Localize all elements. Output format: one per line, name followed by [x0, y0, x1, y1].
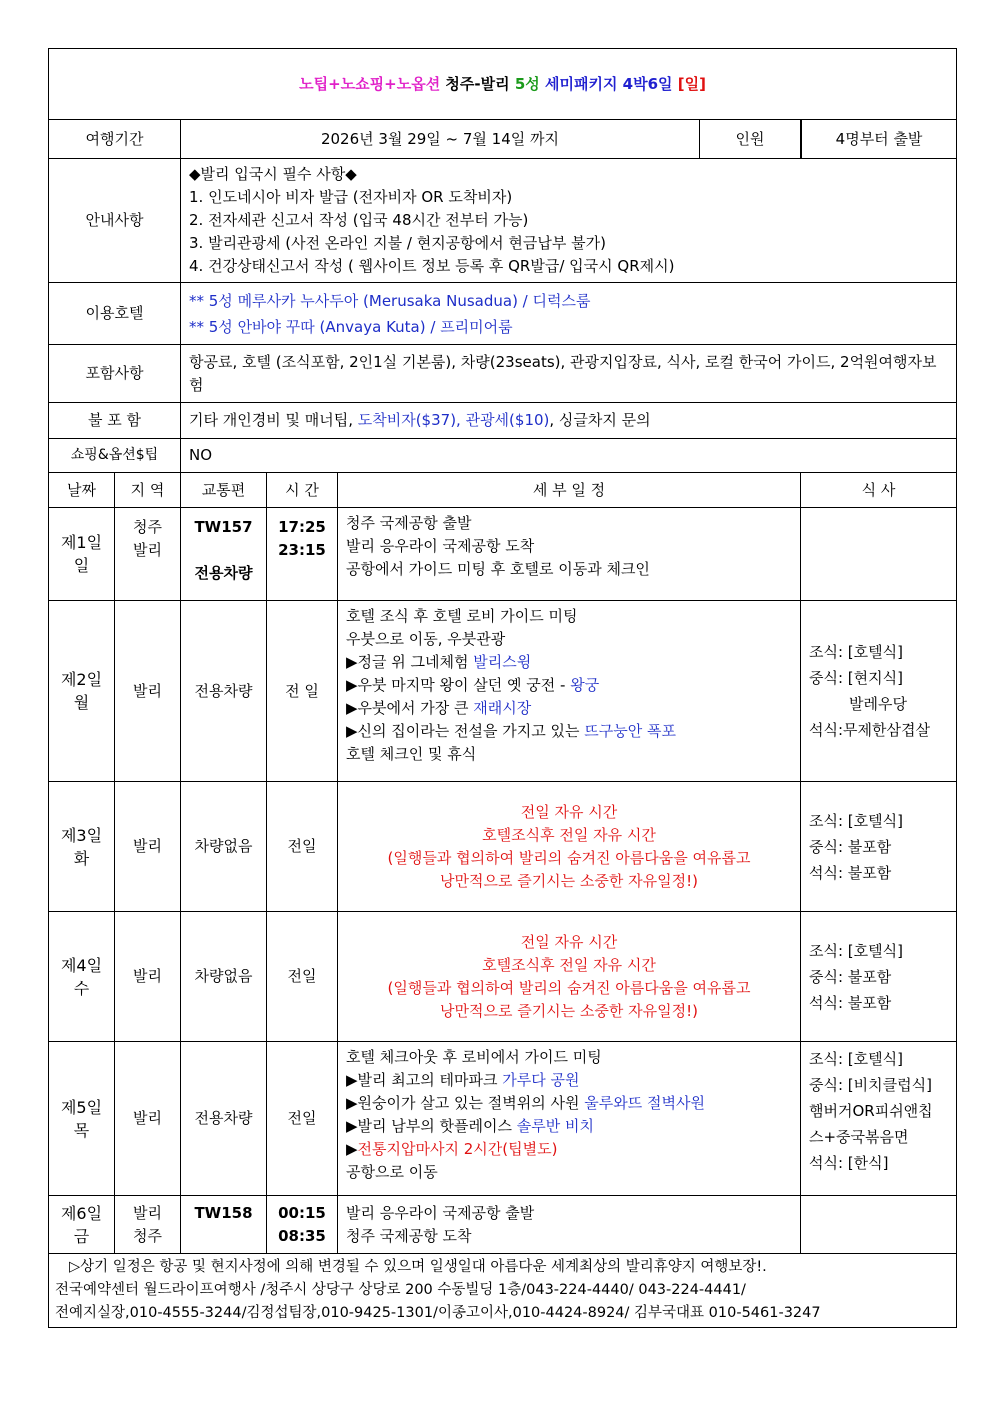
schedule-highlight: 울루와뜨 절벽사원 — [584, 1094, 705, 1112]
hotel-line: ** 5성 메루사카 누사두아 (Merusaka Nusadua) / 디럭스룸 — [189, 291, 591, 310]
exclude-text-c: , 싱글차지 문의 — [549, 411, 651, 429]
day-region: 발리 — [115, 1042, 181, 1196]
col-time: 시 간 — [267, 473, 338, 508]
col-detail: 세 부 일 정 — [338, 473, 801, 508]
meal-line: 석식: [한식] — [809, 1154, 889, 1172]
schedule-line — [346, 1092, 792, 1115]
title-part-1: 노팁+노쇼핑+노옵션 — [299, 74, 441, 93]
notice-line: 3. 발리관광세 (사전 온라인 지불 / 현지공항에서 현금납부 불가) — [189, 234, 606, 252]
shop-value: NO — [181, 439, 957, 473]
day-date: 제5일 목 — [49, 1042, 115, 1196]
notice-line: 4. 건강상태신고서 작성 ( 웹사이트 정보 등록 후 QR발급/ 입국시 QR제시) — [189, 257, 675, 275]
include-label: 포함사항 — [49, 345, 181, 403]
day-meals — [801, 1196, 957, 1254]
day-schedule — [338, 782, 801, 912]
day-row-4 — [49, 912, 957, 1042]
period-label: 여행기간 — [49, 120, 181, 159]
schedule-line: 낭만적으로 즐기시는 소중한 자유일정!) — [439, 871, 698, 890]
schedule-line: (일행들과 협의하여 발리의 숨겨진 아름다움을 여유롭고 — [387, 848, 751, 867]
schedule-text: ▶원숭이가 살고 있는 절벽위의 사원 — [346, 1094, 585, 1112]
exclude-label: 불 포 함 — [49, 403, 181, 439]
col-date: 날짜 — [49, 473, 115, 508]
day-region: 청주 발리 — [115, 508, 181, 601]
day-transport: 전용차량 — [181, 1042, 267, 1196]
include-text: 항공료, 호텔 (조식포함, 2인1실 기본룸), 차량(23seats), 관광지입장료, 식사, 로컬 한국어 가이드, 2억원여행자보험 — [181, 345, 957, 403]
schedule-line — [346, 1138, 792, 1161]
day-date: 제2일 월 — [49, 601, 115, 782]
hotel-line: ** 5성 안바야 꾸따 (Anvaya Kuta) / 프리미어룸 — [189, 317, 513, 336]
col-region: 지 역 — [115, 473, 181, 508]
schedule-line: 공항에서 가이드 미팅 후 호텔로 이동과 체크인 — [346, 560, 650, 578]
day-transport: 차량없음 — [181, 912, 267, 1042]
schedule-highlight: 왕궁 — [570, 676, 600, 694]
day-time: 00:15 08:35 — [267, 1196, 338, 1254]
exclude-content — [181, 403, 957, 439]
schedule-line — [346, 1069, 792, 1092]
schedule-highlight: 뜨구눙안 폭포 — [584, 722, 676, 740]
schedule-highlight: 솔루반 비치 — [516, 1117, 594, 1135]
schedule-line — [346, 697, 792, 720]
meal-line: 중식: [현지식] — [809, 669, 903, 687]
day-time: 전 일 — [267, 601, 338, 782]
schedule-highlight: 전통지압마사지 2시간(팁별도) — [357, 1140, 558, 1158]
schedule-line: 청주 국제공항 도착 — [346, 1226, 472, 1245]
meal-line: 발레우당 — [849, 695, 907, 713]
period-text: 2026년 3월 29일 ~ 7월 14일 까지 — [320, 129, 560, 148]
day-row-2 — [49, 601, 957, 782]
people-cell — [801, 120, 957, 159]
day-row-1 — [49, 508, 957, 601]
footer-notice: ▷상기 일정은 항공 및 현지사정에 의해 변경될 수 있으며 일생일대 아름다운 세계최상의 발리휴양지 여행보장!. — [69, 1259, 767, 1275]
schedule-text: ▶ — [346, 1140, 358, 1158]
day-meals — [801, 508, 957, 601]
day-region: 발리 — [115, 912, 181, 1042]
meal-line: 스+중국볶음면 — [809, 1128, 909, 1146]
schedule-line: 청주 국제공항 출발 — [346, 514, 472, 532]
col-meal: 식 사 — [801, 473, 957, 508]
schedule-text: ▶신의 집이라는 전설을 가지고 있는 — [346, 722, 585, 740]
schedule-text: ▶우붓 마지막 왕이 살던 옛 궁전 - — [346, 676, 571, 694]
meal-line: 석식:무제한삼겹살 — [809, 721, 930, 739]
day-date: 제4일 수 — [49, 912, 115, 1042]
day-region: 발리 — [115, 601, 181, 782]
schedule-line: 전일 자유 시간 — [520, 802, 618, 821]
people-value: 4명부터 출발 — [801, 120, 956, 158]
schedule-line — [346, 1115, 792, 1138]
day-date: 제6일 금 — [49, 1196, 115, 1254]
notice-label: 안내사항 — [49, 159, 181, 283]
notice-line: 2. 전자세관 신고서 작성 (입국 48시간 전부터 가능) — [189, 211, 529, 229]
day-meals — [801, 1042, 957, 1196]
hotel-label: 이용호텔 — [49, 283, 181, 345]
people-label: 인원 — [699, 120, 800, 158]
schedule-highlight: 재래시장 — [473, 699, 532, 717]
day-schedule — [338, 508, 801, 601]
day-transport: 전용차량 — [181, 601, 267, 782]
schedule-line — [346, 720, 792, 743]
schedule-line: 호텔 조식 후 호텔 로비 가이드 미팅 — [346, 607, 578, 625]
day-time: 전일 — [267, 1042, 338, 1196]
day-transport: TW157 전용차량 — [181, 508, 267, 601]
day-region: 발리 청주 — [115, 1196, 181, 1254]
footer-contact — [49, 1254, 957, 1328]
day-row-3 — [49, 782, 957, 912]
schedule-line: 낭만적으로 즐기시는 소중한 자유일정!) — [439, 1001, 698, 1020]
day-meals — [801, 912, 957, 1042]
day-schedule — [338, 1042, 801, 1196]
schedule-highlight: 발리스윙 — [473, 653, 532, 671]
page-title — [49, 49, 957, 120]
meal-line: 석식: 불포함 — [809, 993, 892, 1012]
day-meals — [801, 601, 957, 782]
day-date: 제3일 화 — [49, 782, 115, 912]
day-row-5 — [49, 1042, 957, 1196]
schedule-line: 호텔 체크인 및 휴식 — [346, 745, 477, 763]
title-part-3: 5성 — [514, 74, 540, 93]
day-time: 전일 — [267, 782, 338, 912]
meal-line: 석식: 불포함 — [809, 863, 892, 882]
schedule-line — [346, 651, 792, 674]
itinerary-table — [48, 48, 957, 1328]
meal-line: 조식: [호텔식] — [809, 811, 903, 830]
day-transport: TW158 — [181, 1196, 267, 1254]
notice-content — [181, 159, 957, 283]
meal-line: 조식: [호텔식] — [809, 643, 903, 661]
day-time: 전일 — [267, 912, 338, 1042]
notice-line: 1. 인도네시아 비자 발급 (전자비자 OR 도착비자) — [189, 188, 513, 206]
day-meals — [801, 782, 957, 912]
schedule-line: 공항으로 이동 — [346, 1163, 438, 1181]
schedule-line — [346, 674, 792, 697]
day-schedule — [338, 912, 801, 1042]
day-time: 17:25 23:15 — [267, 508, 338, 601]
schedule-line: 호텔 체크아웃 후 로비에서 가이드 미팅 — [346, 1048, 602, 1066]
day-region: 발리 — [115, 782, 181, 912]
notice-line: ◆발리 입국시 필수 사항◆ — [189, 165, 357, 183]
schedule-text: ▶발리 남부의 핫플레이스 — [346, 1117, 517, 1135]
day-schedule — [338, 1196, 801, 1254]
footer-phones: 전예지실장,010-4555-3244/김정섭팀장,010-9425-1301/이종고이사,010-4424-8924/ 김부국대표 010-5461-3247 — [55, 1305, 821, 1321]
footer-address: 전국예약센터 월드라이프여행사 /청주시 상당구 상당로 200 수동빌딩 1층/043-224-4440/ 043-224-4441/ — [55, 1282, 746, 1298]
schedule-text: ▶발리 최고의 테마파크 — [346, 1071, 503, 1089]
title-part-2: 청주-발리 — [440, 74, 515, 93]
schedule-text: ▶우붓에서 가장 큰 — [346, 699, 474, 717]
meal-line: 중식: 불포함 — [809, 837, 892, 856]
exclude-fees: 도착비자($37), 관광세($10) — [357, 411, 550, 429]
hotel-content — [181, 283, 957, 345]
shop-label: 쇼핑&옵션$팁 — [49, 439, 181, 473]
itinerary-document — [48, 48, 956, 1328]
day-date: 제1일 일 — [49, 508, 115, 601]
meal-line: 조식: [호텔식] — [809, 1050, 903, 1068]
schedule-line: (일행들과 협의하여 발리의 숨겨진 아름다움을 여유롭고 — [387, 978, 751, 997]
col-transport: 교통편 — [181, 473, 267, 508]
title-part-4: 세미패키지 4박6일 — [539, 74, 678, 93]
title-part-5: [일] — [677, 74, 706, 93]
schedule-highlight: 가루다 공원 — [502, 1071, 580, 1089]
period-value — [181, 120, 801, 159]
exclude-text-a: 기타 개인경비 및 매너팁, — [189, 411, 358, 429]
day-row-6 — [49, 1196, 957, 1254]
meal-line: 조식: [호텔식] — [809, 941, 903, 960]
schedule-line: 전일 자유 시간 — [520, 932, 618, 951]
schedule-line: 호텔조식후 전일 자유 시간 — [482, 955, 656, 974]
schedule-line: 우붓으로 이동, 우붓관광 — [346, 630, 506, 648]
schedule-text: ▶정글 위 그네체험 — [346, 653, 474, 671]
meal-line: 중식: [비치클럽식] — [809, 1076, 932, 1094]
schedule-line: 호텔조식후 전일 자유 시간 — [482, 825, 656, 844]
schedule-line: 발리 응우라이 국제공항 출발 — [346, 1203, 535, 1222]
schedule-line: 발리 응우라이 국제공항 도착 — [346, 537, 535, 555]
meal-line: 중식: 불포함 — [809, 967, 892, 986]
meal-line: 햄버거OR피쉬앤칩 — [809, 1102, 933, 1120]
day-schedule — [338, 601, 801, 782]
day-transport: 차량없음 — [181, 782, 267, 912]
